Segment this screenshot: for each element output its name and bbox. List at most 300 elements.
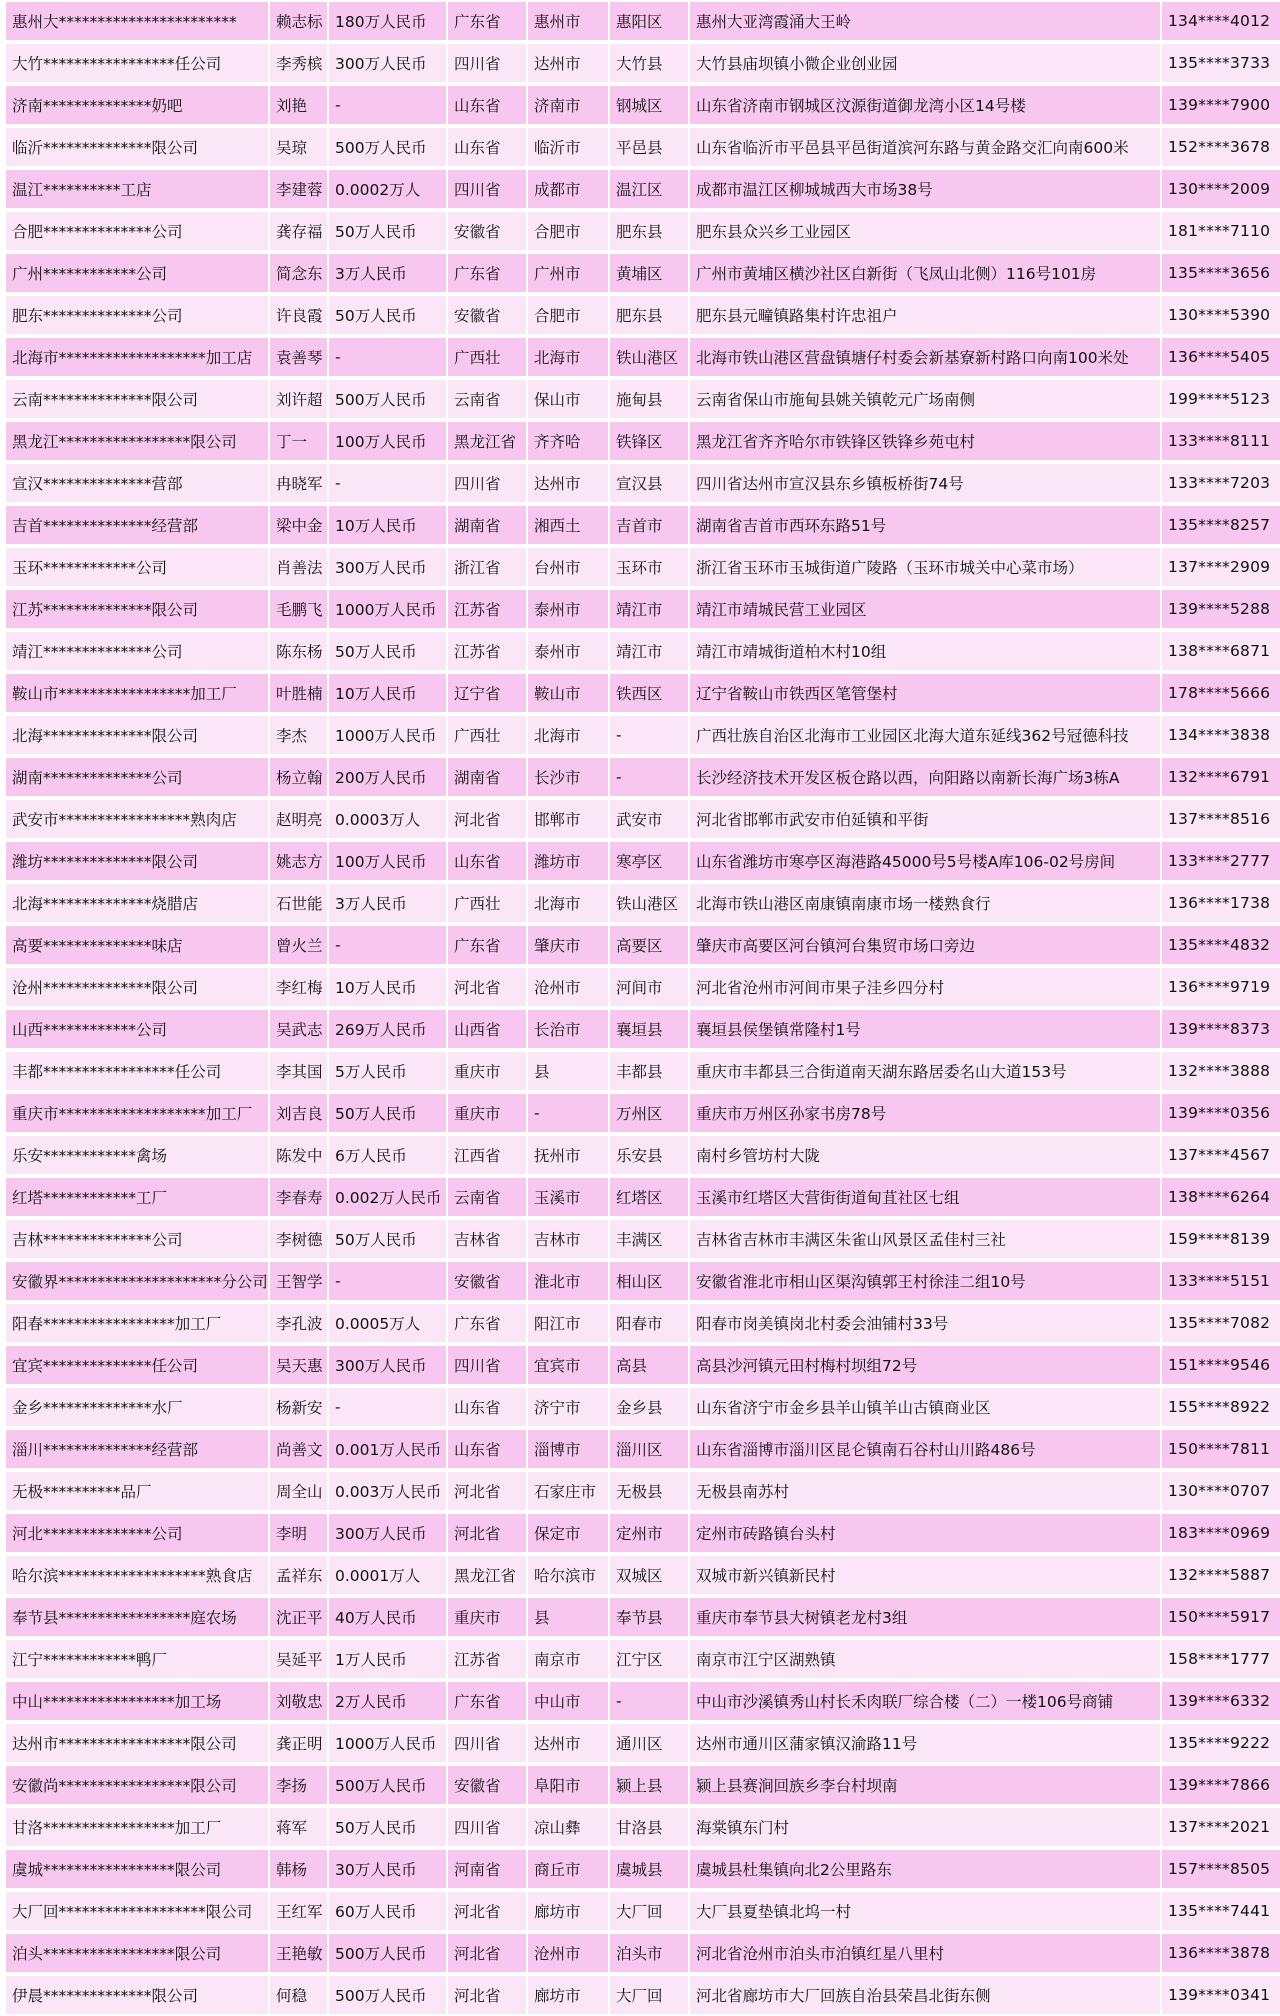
- company-name-cell[interactable]: 靖江**************公司: [6, 630, 268, 672]
- address-cell[interactable]: 虞城县杜集镇向北2公里路东: [690, 1848, 1160, 1890]
- address-cell[interactable]: 双城市新兴镇新民村: [690, 1554, 1160, 1596]
- province-cell[interactable]: 重庆市: [448, 1092, 526, 1134]
- city-cell[interactable]: 石家庄市: [528, 1470, 608, 1512]
- legal-person-cell[interactable]: 尚善文: [270, 1428, 327, 1470]
- address-cell[interactable]: 达州市通川区蒲家镇汉渝路11号: [690, 1722, 1160, 1764]
- table-row[interactable]: [6, 504, 1280, 546]
- district-cell[interactable]: 襄垣县: [610, 1008, 688, 1050]
- city-cell[interactable]: 南京市: [528, 1638, 608, 1680]
- company-name-cell[interactable]: 宣汉**************营部: [6, 462, 268, 504]
- legal-person-cell[interactable]: 赖志标: [270, 0, 327, 42]
- phone-cell[interactable]: 137****8516: [1162, 798, 1280, 840]
- company-name-cell[interactable]: 宜宾**************任公司: [6, 1344, 268, 1386]
- registered-capital-cell[interactable]: -: [329, 84, 446, 126]
- city-cell[interactable]: 哈尔滨市: [528, 1554, 608, 1596]
- city-cell[interactable]: 县: [528, 1050, 608, 1092]
- district-cell[interactable]: 双城区: [610, 1554, 688, 1596]
- company-name-cell[interactable]: 山西************公司: [6, 1008, 268, 1050]
- city-cell[interactable]: 县: [528, 1596, 608, 1638]
- registered-capital-cell[interactable]: 300万人民币: [329, 1512, 446, 1554]
- address-cell[interactable]: 成都市温江区柳城城西大市场38号: [690, 168, 1160, 210]
- address-cell[interactable]: 重庆市奉节县大树镇老龙村3组: [690, 1596, 1160, 1638]
- district-cell[interactable]: 施甸县: [610, 378, 688, 420]
- district-cell[interactable]: 铁山港区: [610, 882, 688, 924]
- city-cell[interactable]: 保定市: [528, 1512, 608, 1554]
- phone-cell[interactable]: 137****2909: [1162, 546, 1280, 588]
- registered-capital-cell[interactable]: -: [329, 336, 446, 378]
- address-cell[interactable]: 中山市沙溪镇秀山村长禾肉联厂综合楼（二）一楼106号商铺: [690, 1680, 1160, 1722]
- city-cell[interactable]: 商丘市: [528, 1848, 608, 1890]
- city-cell[interactable]: 肇庆市: [528, 924, 608, 966]
- city-cell[interactable]: 达州市: [528, 462, 608, 504]
- registered-capital-cell[interactable]: -: [329, 924, 446, 966]
- district-cell[interactable]: 颍上县: [610, 1764, 688, 1806]
- company-name-cell[interactable]: 重庆市*******************加工厂: [6, 1092, 268, 1134]
- address-cell[interactable]: 山东省济宁市金乡县羊山镇羊山古镇商业区: [690, 1386, 1160, 1428]
- table-row[interactable]: [6, 1260, 1280, 1302]
- table-row[interactable]: [6, 924, 1280, 966]
- city-cell[interactable]: 湘西土: [528, 504, 608, 546]
- district-cell[interactable]: 靖江市: [610, 588, 688, 630]
- district-cell[interactable]: 红塔区: [610, 1176, 688, 1218]
- registered-capital-cell[interactable]: 10万人民币: [329, 966, 446, 1008]
- district-cell[interactable]: 通川区: [610, 1722, 688, 1764]
- address-cell[interactable]: 河北省廊坊市大厂回族自治县荣昌北街东侧: [690, 1974, 1160, 2016]
- province-cell[interactable]: 河北省: [448, 1932, 526, 1974]
- table-row[interactable]: [6, 1680, 1280, 1722]
- phone-cell[interactable]: 136****9719: [1162, 966, 1280, 1008]
- table-row[interactable]: [6, 1092, 1280, 1134]
- registered-capital-cell[interactable]: 0.001万人民币: [329, 1428, 446, 1470]
- company-name-cell[interactable]: 奉节县*****************庭农场: [6, 1596, 268, 1638]
- district-cell[interactable]: 平邑县: [610, 126, 688, 168]
- table-row[interactable]: [6, 798, 1280, 840]
- province-cell[interactable]: 江苏省: [448, 630, 526, 672]
- province-cell[interactable]: 广东省: [448, 1302, 526, 1344]
- legal-person-cell[interactable]: 刘许超: [270, 378, 327, 420]
- table-row[interactable]: [6, 1722, 1280, 1764]
- company-name-cell[interactable]: 甘洛*****************加工厂: [6, 1806, 268, 1848]
- phone-cell[interactable]: 134****4012: [1162, 0, 1280, 42]
- legal-person-cell[interactable]: 王艳敏: [270, 1932, 327, 1974]
- company-name-cell[interactable]: 大竹*****************任公司: [6, 42, 268, 84]
- legal-person-cell[interactable]: 何稳: [270, 1974, 327, 2016]
- registered-capital-cell[interactable]: 0.002万人民币: [329, 1176, 446, 1218]
- registered-capital-cell[interactable]: 500万人民币: [329, 1932, 446, 1974]
- province-cell[interactable]: 广西壮: [448, 714, 526, 756]
- address-cell[interactable]: 南村乡管坊村大陇: [690, 1134, 1160, 1176]
- city-cell[interactable]: 玉溪市: [528, 1176, 608, 1218]
- phone-cell[interactable]: 132****6791: [1162, 756, 1280, 798]
- address-cell[interactable]: 云南省保山市施甸县姚关镇乾元广场南侧: [690, 378, 1160, 420]
- table-row[interactable]: [6, 546, 1280, 588]
- city-cell[interactable]: 淄博市: [528, 1428, 608, 1470]
- phone-cell[interactable]: 130****0707: [1162, 1470, 1280, 1512]
- registered-capital-cell[interactable]: 30万人民币: [329, 1848, 446, 1890]
- registered-capital-cell[interactable]: 1000万人民币: [329, 714, 446, 756]
- table-row[interactable]: [6, 84, 1280, 126]
- city-cell[interactable]: 沧州市: [528, 966, 608, 1008]
- legal-person-cell[interactable]: 沈正平: [270, 1596, 327, 1638]
- table-row[interactable]: [6, 1554, 1280, 1596]
- company-name-cell[interactable]: 江宁************鸭厂: [6, 1638, 268, 1680]
- city-cell[interactable]: 北海市: [528, 714, 608, 756]
- province-cell[interactable]: 四川省: [448, 168, 526, 210]
- district-cell[interactable]: 乐安县: [610, 1134, 688, 1176]
- city-cell[interactable]: 泰州市: [528, 630, 608, 672]
- address-cell[interactable]: 南京市江宁区湖熟镇: [690, 1638, 1160, 1680]
- district-cell[interactable]: 淄川区: [610, 1428, 688, 1470]
- company-name-cell[interactable]: 泊头*****************限公司: [6, 1932, 268, 1974]
- phone-cell[interactable]: 151****9546: [1162, 1344, 1280, 1386]
- legal-person-cell[interactable]: 刘艳: [270, 84, 327, 126]
- company-name-cell[interactable]: 肥东**************公司: [6, 294, 268, 336]
- city-cell[interactable]: 保山市: [528, 378, 608, 420]
- legal-person-cell[interactable]: 吴延平: [270, 1638, 327, 1680]
- table-row[interactable]: [6, 1470, 1280, 1512]
- company-name-cell[interactable]: 安徽尚*****************限公司: [6, 1764, 268, 1806]
- legal-person-cell[interactable]: 李其国: [270, 1050, 327, 1092]
- province-cell[interactable]: 安徽省: [448, 294, 526, 336]
- phone-cell[interactable]: 134****3838: [1162, 714, 1280, 756]
- table-row[interactable]: [6, 168, 1280, 210]
- district-cell[interactable]: -: [610, 1680, 688, 1722]
- district-cell[interactable]: 高要区: [610, 924, 688, 966]
- address-cell[interactable]: 安徽省淮北市相山区渠沟镇郭王村徐洼二组10号: [690, 1260, 1160, 1302]
- province-cell[interactable]: 广东省: [448, 1680, 526, 1722]
- registered-capital-cell[interactable]: 0.0003万人: [329, 798, 446, 840]
- province-cell[interactable]: 山东省: [448, 1428, 526, 1470]
- city-cell[interactable]: 沧州市: [528, 1932, 608, 1974]
- legal-person-cell[interactable]: 袁善琴: [270, 336, 327, 378]
- phone-cell[interactable]: 133****5151: [1162, 1260, 1280, 1302]
- province-cell[interactable]: 辽宁省: [448, 672, 526, 714]
- city-cell[interactable]: 邯郸市: [528, 798, 608, 840]
- district-cell[interactable]: 定州市: [610, 1512, 688, 1554]
- phone-cell[interactable]: 139****5288: [1162, 588, 1280, 630]
- company-name-cell[interactable]: 温江**********工店: [6, 168, 268, 210]
- province-cell[interactable]: 河北省: [448, 966, 526, 1008]
- phone-cell[interactable]: 139****0356: [1162, 1092, 1280, 1134]
- province-cell[interactable]: 黑龙江省: [448, 420, 526, 462]
- company-name-cell[interactable]: 高要**************味店: [6, 924, 268, 966]
- city-cell[interactable]: 廊坊市: [528, 1890, 608, 1932]
- legal-person-cell[interactable]: 李春寿: [270, 1176, 327, 1218]
- table-row[interactable]: [6, 1932, 1280, 1974]
- registered-capital-cell[interactable]: -: [329, 462, 446, 504]
- legal-person-cell[interactable]: 姚志方: [270, 840, 327, 882]
- city-cell[interactable]: 中山市: [528, 1680, 608, 1722]
- company-name-cell[interactable]: 合肥**************公司: [6, 210, 268, 252]
- phone-cell[interactable]: 178****5666: [1162, 672, 1280, 714]
- district-cell[interactable]: 万州区: [610, 1092, 688, 1134]
- company-name-cell[interactable]: 黑龙江*****************限公司: [6, 420, 268, 462]
- city-cell[interactable]: 成都市: [528, 168, 608, 210]
- city-cell[interactable]: 齐齐哈: [528, 420, 608, 462]
- legal-person-cell[interactable]: 吴武志: [270, 1008, 327, 1050]
- address-cell[interactable]: 山东省临沂市平邑县平邑街道滨河东路与黄金路交汇向南600米: [690, 126, 1160, 168]
- phone-cell[interactable]: 135****3656: [1162, 252, 1280, 294]
- district-cell[interactable]: 泊头市: [610, 1932, 688, 1974]
- province-cell[interactable]: 广西壮: [448, 336, 526, 378]
- address-cell[interactable]: 定州市砖路镇台头村: [690, 1512, 1160, 1554]
- table-row[interactable]: [6, 756, 1280, 798]
- address-cell[interactable]: 山东省济南市钢城区汶源街道御龙湾小区14号楼: [690, 84, 1160, 126]
- table-row[interactable]: [6, 1134, 1280, 1176]
- district-cell[interactable]: -: [610, 714, 688, 756]
- address-cell[interactable]: 辽宁省鞍山市铁西区笔管堡村: [690, 672, 1160, 714]
- phone-cell[interactable]: 136****3878: [1162, 1932, 1280, 1974]
- province-cell[interactable]: 广西壮: [448, 882, 526, 924]
- city-cell[interactable]: 宜宾市: [528, 1344, 608, 1386]
- district-cell[interactable]: 温江区: [610, 168, 688, 210]
- legal-person-cell[interactable]: 杨立翰: [270, 756, 327, 798]
- table-row[interactable]: [6, 714, 1280, 756]
- company-name-cell[interactable]: 吉林**************公司: [6, 1218, 268, 1260]
- city-cell[interactable]: 济宁市: [528, 1386, 608, 1428]
- city-cell[interactable]: 北海市: [528, 336, 608, 378]
- province-cell[interactable]: 河北省: [448, 1470, 526, 1512]
- phone-cell[interactable]: 138****6264: [1162, 1176, 1280, 1218]
- table-row[interactable]: [6, 630, 1280, 672]
- registered-capital-cell[interactable]: 3万人民币: [329, 252, 446, 294]
- province-cell[interactable]: 湖南省: [448, 756, 526, 798]
- district-cell[interactable]: 江宁区: [610, 1638, 688, 1680]
- city-cell[interactable]: 阜阳市: [528, 1764, 608, 1806]
- city-cell[interactable]: 廊坊市: [528, 1974, 608, 2016]
- address-cell[interactable]: 北海市铁山港区南康镇南康市场一楼熟食行: [690, 882, 1160, 924]
- company-name-cell[interactable]: 红塔************工厂: [6, 1176, 268, 1218]
- province-cell[interactable]: 重庆市: [448, 1050, 526, 1092]
- district-cell[interactable]: 黄埔区: [610, 252, 688, 294]
- district-cell[interactable]: 金乡县: [610, 1386, 688, 1428]
- phone-cell[interactable]: 132****5887: [1162, 1554, 1280, 1596]
- city-cell[interactable]: 潍坊市: [528, 840, 608, 882]
- city-cell[interactable]: 济南市: [528, 84, 608, 126]
- legal-person-cell[interactable]: 陈发中: [270, 1134, 327, 1176]
- province-cell[interactable]: 吉林省: [448, 1218, 526, 1260]
- province-cell[interactable]: 山东省: [448, 840, 526, 882]
- phone-cell[interactable]: 133****2777: [1162, 840, 1280, 882]
- legal-person-cell[interactable]: 李红梅: [270, 966, 327, 1008]
- company-name-cell[interactable]: 哈尔滨*******************熟食店: [6, 1554, 268, 1596]
- table-row[interactable]: [6, 462, 1280, 504]
- company-name-cell[interactable]: 阳春*****************加工厂: [6, 1302, 268, 1344]
- phone-cell[interactable]: 135****7441: [1162, 1890, 1280, 1932]
- province-cell[interactable]: 江苏省: [448, 588, 526, 630]
- registered-capital-cell[interactable]: 1000万人民币: [329, 588, 446, 630]
- legal-person-cell[interactable]: 梁中金: [270, 504, 327, 546]
- registered-capital-cell[interactable]: 6万人民币: [329, 1134, 446, 1176]
- registered-capital-cell[interactable]: 60万人民币: [329, 1890, 446, 1932]
- table-row[interactable]: [6, 378, 1280, 420]
- table-row[interactable]: [6, 1176, 1280, 1218]
- phone-cell[interactable]: 183****0969: [1162, 1512, 1280, 1554]
- company-name-cell[interactable]: 北海市*******************加工店: [6, 336, 268, 378]
- legal-person-cell[interactable]: 孟祥东: [270, 1554, 327, 1596]
- legal-person-cell[interactable]: 龚存福: [270, 210, 327, 252]
- phone-cell[interactable]: 150****5917: [1162, 1596, 1280, 1638]
- province-cell[interactable]: 河北省: [448, 798, 526, 840]
- registered-capital-cell[interactable]: 3万人民币: [329, 882, 446, 924]
- phone-cell[interactable]: 135****4832: [1162, 924, 1280, 966]
- province-cell[interactable]: 安徽省: [448, 1764, 526, 1806]
- table-row[interactable]: [6, 1764, 1280, 1806]
- city-cell[interactable]: 长沙市: [528, 756, 608, 798]
- address-cell[interactable]: 吉林省吉林市丰满区朱雀山风景区孟佳村三社: [690, 1218, 1160, 1260]
- company-name-cell[interactable]: 丰都*****************任公司: [6, 1050, 268, 1092]
- district-cell[interactable]: 无极县: [610, 1470, 688, 1512]
- phone-cell[interactable]: 152****3678: [1162, 126, 1280, 168]
- table-row[interactable]: [6, 882, 1280, 924]
- registered-capital-cell[interactable]: 50万人民币: [329, 1806, 446, 1848]
- province-cell[interactable]: 安徽省: [448, 1260, 526, 1302]
- registered-capital-cell[interactable]: 500万人民币: [329, 378, 446, 420]
- registered-capital-cell[interactable]: 0.003万人民币: [329, 1470, 446, 1512]
- phone-cell[interactable]: 138****6871: [1162, 630, 1280, 672]
- province-cell[interactable]: 浙江省: [448, 546, 526, 588]
- table-row[interactable]: [6, 210, 1280, 252]
- district-cell[interactable]: 河间市: [610, 966, 688, 1008]
- company-name-cell[interactable]: 云南**************限公司: [6, 378, 268, 420]
- address-cell[interactable]: 广州市黄埔区横沙社区白新街（飞凤山北侧）116号101房: [690, 252, 1160, 294]
- address-cell[interactable]: 惠州大亚湾霞涌大王岭: [690, 0, 1160, 42]
- district-cell[interactable]: 甘洛县: [610, 1806, 688, 1848]
- registered-capital-cell[interactable]: 300万人民币: [329, 42, 446, 84]
- registered-capital-cell[interactable]: 40万人民币: [329, 1596, 446, 1638]
- legal-person-cell[interactable]: 李孔波: [270, 1302, 327, 1344]
- phone-cell[interactable]: 135****3733: [1162, 42, 1280, 84]
- legal-person-cell[interactable]: 王智学: [270, 1260, 327, 1302]
- legal-person-cell[interactable]: 赵明亮: [270, 798, 327, 840]
- registered-capital-cell[interactable]: 300万人民币: [329, 1344, 446, 1386]
- company-name-cell[interactable]: 吉首**************经营部: [6, 504, 268, 546]
- table-row[interactable]: [6, 1008, 1280, 1050]
- district-cell[interactable]: 丰都县: [610, 1050, 688, 1092]
- province-cell[interactable]: 山西省: [448, 1008, 526, 1050]
- company-name-cell[interactable]: 河北**************公司: [6, 1512, 268, 1554]
- province-cell[interactable]: 江西省: [448, 1134, 526, 1176]
- province-cell[interactable]: 广东省: [448, 924, 526, 966]
- legal-person-cell[interactable]: 龚正明: [270, 1722, 327, 1764]
- legal-person-cell[interactable]: 吴天惠: [270, 1344, 327, 1386]
- registered-capital-cell[interactable]: 1万人民币: [329, 1638, 446, 1680]
- district-cell[interactable]: 阳春市: [610, 1302, 688, 1344]
- legal-person-cell[interactable]: 杨新安: [270, 1386, 327, 1428]
- address-cell[interactable]: 北海市铁山港区营盘镇塘仔村委会新基寮新村路口向南100米处: [690, 336, 1160, 378]
- address-cell[interactable]: 靖江市靖城街道柏木村10组: [690, 630, 1160, 672]
- table-row[interactable]: [6, 1218, 1280, 1260]
- legal-person-cell[interactable]: 李扬: [270, 1764, 327, 1806]
- phone-cell[interactable]: 159****8139: [1162, 1218, 1280, 1260]
- phone-cell[interactable]: 150****7811: [1162, 1428, 1280, 1470]
- registered-capital-cell[interactable]: 300万人民币: [329, 546, 446, 588]
- province-cell[interactable]: 山东省: [448, 126, 526, 168]
- company-name-cell[interactable]: 潍坊**************限公司: [6, 840, 268, 882]
- phone-cell[interactable]: 136****1738: [1162, 882, 1280, 924]
- phone-cell[interactable]: 136****5405: [1162, 336, 1280, 378]
- address-cell[interactable]: 无极县南苏村: [690, 1470, 1160, 1512]
- city-cell[interactable]: 阳江市: [528, 1302, 608, 1344]
- table-row[interactable]: [6, 966, 1280, 1008]
- company-name-cell[interactable]: 广州************公司: [6, 252, 268, 294]
- district-cell[interactable]: 玉环市: [610, 546, 688, 588]
- district-cell[interactable]: 武安市: [610, 798, 688, 840]
- company-name-cell[interactable]: 北海**************限公司: [6, 714, 268, 756]
- company-name-cell[interactable]: 大厂回*******************限公司: [6, 1890, 268, 1932]
- registered-capital-cell[interactable]: 10万人民币: [329, 504, 446, 546]
- company-name-cell[interactable]: 鞍山市*****************加工厂: [6, 672, 268, 714]
- table-row[interactable]: [6, 1638, 1280, 1680]
- table-row[interactable]: [6, 1806, 1280, 1848]
- phone-cell[interactable]: 135****9222: [1162, 1722, 1280, 1764]
- address-cell[interactable]: 玉溪市红塔区大营街街道甸苴社区七组: [690, 1176, 1160, 1218]
- district-cell[interactable]: 寒亭区: [610, 840, 688, 882]
- district-cell[interactable]: 大厂回: [610, 1890, 688, 1932]
- city-cell[interactable]: 泰州市: [528, 588, 608, 630]
- company-name-cell[interactable]: 玉环************公司: [6, 546, 268, 588]
- phone-cell[interactable]: 158****1777: [1162, 1638, 1280, 1680]
- registered-capital-cell[interactable]: 50万人民币: [329, 210, 446, 252]
- table-row[interactable]: [6, 1512, 1280, 1554]
- legal-person-cell[interactable]: 蒋军: [270, 1806, 327, 1848]
- registered-capital-cell[interactable]: 200万人民币: [329, 756, 446, 798]
- table-row[interactable]: [6, 1974, 1280, 2016]
- city-cell[interactable]: 吉林市: [528, 1218, 608, 1260]
- district-cell[interactable]: 大竹县: [610, 42, 688, 84]
- table-row[interactable]: [6, 1386, 1280, 1428]
- province-cell[interactable]: 江苏省: [448, 1638, 526, 1680]
- registered-capital-cell[interactable]: 0.0001万人: [329, 1554, 446, 1596]
- district-cell[interactable]: 肥东县: [610, 294, 688, 336]
- company-name-cell[interactable]: 伊晨**************限公司: [6, 1974, 268, 2016]
- address-cell[interactable]: 广西壮族自治区北海市工业园区北海大道东延线362号冠德科技: [690, 714, 1160, 756]
- registered-capital-cell[interactable]: 1000万人民币: [329, 1722, 446, 1764]
- district-cell[interactable]: 大厂回: [610, 1974, 688, 2016]
- city-cell[interactable]: 凉山彝: [528, 1806, 608, 1848]
- company-name-cell[interactable]: 江苏**************限公司: [6, 588, 268, 630]
- district-cell[interactable]: 相山区: [610, 1260, 688, 1302]
- registered-capital-cell[interactable]: 10万人民币: [329, 672, 446, 714]
- legal-person-cell[interactable]: 李建蓉: [270, 168, 327, 210]
- company-name-cell[interactable]: 无极**********品厂: [6, 1470, 268, 1512]
- phone-cell[interactable]: 135****7082: [1162, 1302, 1280, 1344]
- table-row[interactable]: [6, 588, 1280, 630]
- address-cell[interactable]: 重庆市丰都县三合街道南天湖东路居委名山大道153号: [690, 1050, 1160, 1092]
- phone-cell[interactable]: 137****4567: [1162, 1134, 1280, 1176]
- city-cell[interactable]: 达州市: [528, 42, 608, 84]
- city-cell[interactable]: 抚州市: [528, 1134, 608, 1176]
- company-name-cell[interactable]: 乐安************禽场: [6, 1134, 268, 1176]
- district-cell[interactable]: 丰满区: [610, 1218, 688, 1260]
- company-name-cell[interactable]: 达州市*****************限公司: [6, 1722, 268, 1764]
- phone-cell[interactable]: 133****8111: [1162, 420, 1280, 462]
- company-name-cell[interactable]: 北海**************烧腊店: [6, 882, 268, 924]
- phone-cell[interactable]: 181****7110: [1162, 210, 1280, 252]
- district-cell[interactable]: 钢城区: [610, 84, 688, 126]
- company-name-cell[interactable]: 虞城*****************限公司: [6, 1848, 268, 1890]
- district-cell[interactable]: 肥东县: [610, 210, 688, 252]
- province-cell[interactable]: 四川省: [448, 42, 526, 84]
- address-cell[interactable]: 河北省沧州市泊头市泊镇红星八里村: [690, 1932, 1160, 1974]
- company-name-cell[interactable]: 临沂**************限公司: [6, 126, 268, 168]
- address-cell[interactable]: 肇庆市高要区河台镇河台集贸市场口旁边: [690, 924, 1160, 966]
- registered-capital-cell[interactable]: 50万人民币: [329, 630, 446, 672]
- legal-person-cell[interactable]: 王红军: [270, 1890, 327, 1932]
- legal-person-cell[interactable]: 冉晓军: [270, 462, 327, 504]
- address-cell[interactable]: 大竹县庙坝镇小微企业创业园: [690, 42, 1160, 84]
- phone-cell[interactable]: 199****5123: [1162, 378, 1280, 420]
